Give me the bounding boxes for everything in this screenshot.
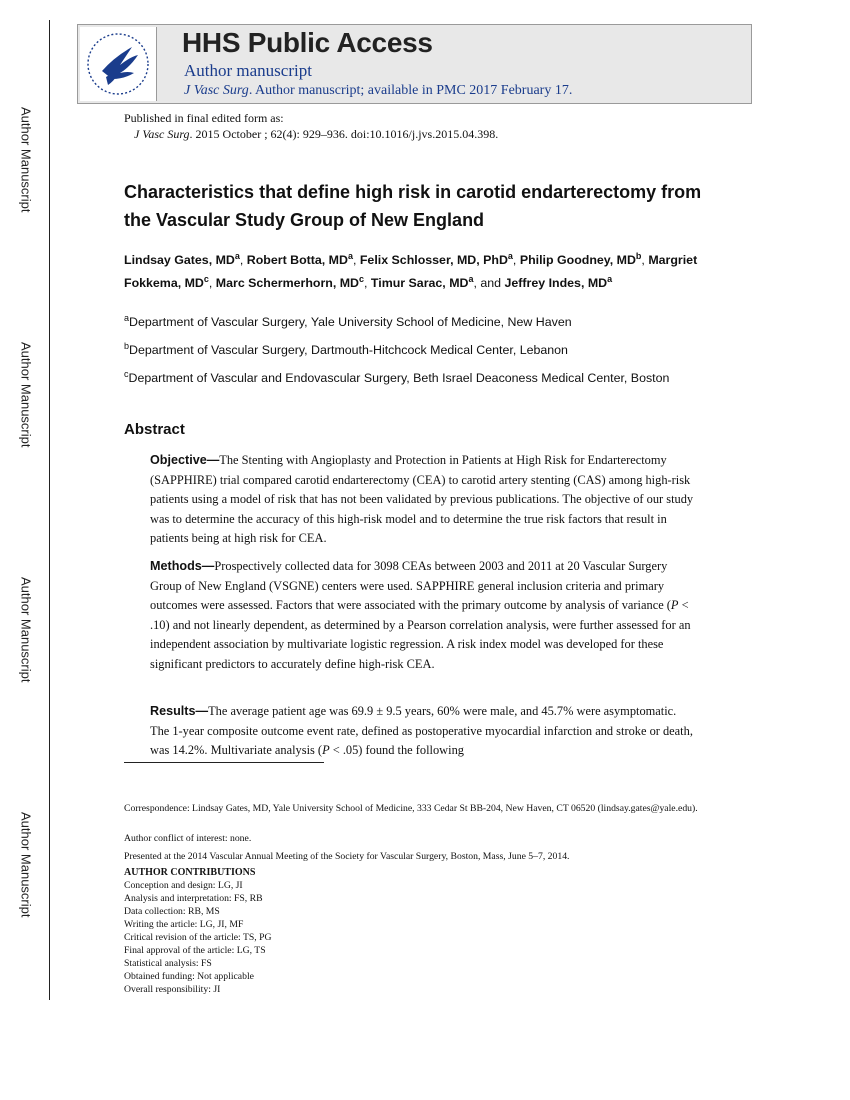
author-list: Lindsay Gates, $MD^a$, Robert Botta, $MD^a$, Felix Schlosser, MD, PhD$^a$, Philip Goodney, $MD^b$, Margriet Fokkema, $MD^c$, Marc Schermerhorn, $MD^c$, Timur Sarac, $MD^a$, and Jeffrey Indes, $MD^a$ bbox=[124, 251, 698, 290]
rail-label: Author Manuscript bbox=[18, 812, 34, 918]
presented-note: Presented at the 2014 Vascular Annual Meeting of the Society for Vascular Surgery, Boston, Mass, June 5–7, 2014. bbox=[124, 851, 570, 862]
footnote-rule bbox=[124, 762, 324, 763]
contribution-item: Overall responsibility: JI bbox=[124, 984, 221, 995]
abstract-heading: Abstract bbox=[124, 421, 185, 438]
conflict-note: Author conflict of interest: none. bbox=[124, 833, 252, 844]
correspondence-note: Correspondence: Lindsay Gates, MD, Yale University School of Medicine, 333 Cedar St BB-204, New Haven, CT 06520 (lindsay.gates@yale.edu). bbox=[124, 803, 698, 814]
contribution-item: Data collection: RB, MS bbox=[124, 906, 220, 917]
contribution-item: Analysis and interpretation: FS, RB bbox=[124, 893, 263, 904]
affiliation: $^b$Department of Vascular Surgery, Dartmouth-Hitchcock Medical Center, Lebanon bbox=[124, 341, 568, 357]
contribution-item: Conception and design: LG, JI bbox=[124, 880, 243, 891]
abstract-methods: Methods—Prospectively collected data for 3098 CEAs between 2003 and 2011 at 20 Vascular Surgery Group of New England (VSGNE) centers were used. SAPPHIRE general inclusion criteria and primary outcomes were assessed. Factors that were associated with the primary outcome by analysis of variance (P < .10) and not linearly dependent, as determined by a Pearson correlation analysis, were further assessed for an independent association by multivariate logistic regression. A risk index model was developed for these significant predictors to accurately define high-risk CEA. bbox=[150, 559, 691, 671]
journal-name: J Vasc Surg bbox=[184, 83, 249, 98]
hhs-eagle-logo-icon bbox=[80, 27, 157, 101]
affiliation: $^a$Department of Vascular Surgery, Yale University School of Medicine, New Haven bbox=[124, 313, 572, 329]
publication-info: Published in final edited form as: J Vasc Surg. 2015 October ; 62(4): 929–936. doi:10.1016/j.jvs.2015.04.398. bbox=[124, 111, 499, 141]
author-contributions bbox=[124, 866, 704, 996]
citation: J Vasc Surg. 2015 October ; 62(4): 929–936. doi:10.1016/j.jvs.2015.04.398. bbox=[134, 127, 499, 141]
contribution-item: Statistical analysis: FS bbox=[124, 958, 212, 969]
hhs-banner bbox=[77, 24, 752, 104]
contribution-item: Critical revision of the article: TS, PG bbox=[124, 932, 272, 943]
rail-label: Author Manuscript bbox=[18, 342, 34, 448]
affiliation: $^c$Department of Vascular and Endovascular Surgery, Beth Israel Deaconess Medical Center, Boston bbox=[124, 369, 670, 385]
abstract-results: Results—The average patient age was 69.9 ± 9.5 years, 60% were male, and 45.7% were asymptomatic. The 1-year composite outcome event rate, defined as postoperative myocardial infarction and stroke or death, was 14.2%. Multivariate analysis (P < .05) found the following bbox=[150, 704, 693, 758]
contribution-item: Writing the article: LG, JI, MF bbox=[124, 919, 244, 930]
contributions-heading: AUTHOR CONTRIBUTIONS bbox=[124, 867, 256, 878]
rail-label: Author Manuscript bbox=[18, 577, 34, 683]
banner-subtitle: Author manuscript bbox=[184, 61, 312, 80]
margin-rule bbox=[49, 20, 50, 1000]
rail-label: Author Manuscript bbox=[18, 107, 34, 213]
banner-availability: J Vasc Surg. Author manuscript; available in PMC 2017 February 17. bbox=[184, 83, 573, 98]
banner-title: HHS Public Access bbox=[182, 27, 433, 58]
contribution-item: Obtained funding: Not applicable bbox=[124, 971, 254, 982]
article-title: Characteristics that define high risk in carotid endarterectomy from the Vascular Study Group of New England bbox=[124, 182, 702, 230]
abstract-objective: Objective—The Stenting with Angioplasty and Protection in Patients at High Risk for Endarterectomy (SAPPHIRE) trial compared carotid endarterectomy (CEA) to carotid artery stenting (CAS) among high-risk patients using a model of risk that has not been validated by previous publications. The objective of our study was to determine the accuracy of this high-risk model and to determine the true risk factors that result in patients being at high risk for CEA. bbox=[150, 453, 694, 546]
contribution-item: Final approval of the article: LG, TS bbox=[124, 945, 266, 956]
